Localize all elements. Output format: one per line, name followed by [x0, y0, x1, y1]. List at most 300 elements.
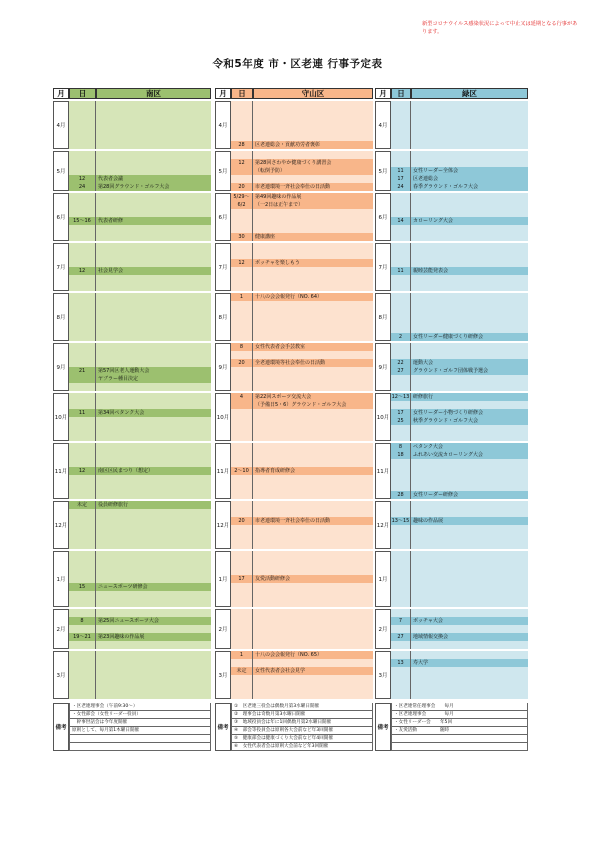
page-title: 令和5年度 市・区老連 行事予定表 — [212, 58, 383, 70]
event-row — [391, 641, 528, 649]
event-name — [411, 501, 528, 509]
event-name: 女性リーダー研修会 — [411, 491, 528, 499]
event-row — [231, 141, 373, 149]
event-name — [253, 475, 373, 483]
event-day: 11 — [391, 267, 411, 275]
event-row — [69, 367, 211, 375]
note-row — [231, 711, 373, 719]
month-cell — [375, 343, 391, 391]
event-day — [231, 351, 253, 359]
event-row — [391, 325, 528, 333]
event-row — [231, 451, 373, 459]
event-day — [69, 599, 96, 607]
event-row — [231, 501, 373, 509]
event-row — [69, 325, 211, 333]
event-row — [391, 659, 528, 667]
event-name — [96, 541, 211, 549]
event-row — [69, 683, 211, 691]
event-day — [231, 609, 253, 617]
month-label: 4月 — [56, 123, 66, 129]
event-day — [391, 151, 411, 159]
event-day — [391, 109, 411, 117]
event-name: 全老連環境等社会奉仕の日活動 — [253, 359, 373, 367]
event-day — [69, 641, 96, 649]
event-day: 18 — [391, 451, 411, 459]
event-day — [391, 309, 411, 317]
event-day — [231, 167, 253, 175]
event-name — [411, 599, 528, 607]
event-day — [69, 101, 96, 109]
event-name: 役員研修旅行 — [96, 501, 211, 509]
event-name — [96, 691, 211, 699]
event-row — [391, 625, 528, 633]
event-row — [391, 183, 528, 191]
event-day — [231, 225, 253, 233]
month-cell — [375, 443, 391, 499]
event-name: （転倒予防） — [253, 167, 373, 175]
event-row — [391, 267, 528, 275]
event-row — [69, 401, 211, 409]
event-name — [411, 325, 528, 333]
event-name — [411, 259, 528, 267]
note-row — [391, 735, 528, 743]
event-day — [391, 667, 411, 675]
event-row — [391, 393, 528, 401]
event-row — [391, 591, 528, 599]
event-day: 5/29～ — [231, 193, 253, 201]
event-row — [231, 125, 373, 133]
event-day — [231, 675, 253, 683]
event-row — [69, 641, 211, 649]
month-label: 6月 — [218, 215, 228, 221]
event-day: 4 — [231, 393, 253, 401]
event-day — [69, 133, 96, 141]
event-name — [253, 451, 373, 459]
event-row — [69, 301, 211, 309]
event-row — [69, 133, 211, 141]
event-name — [411, 159, 528, 167]
event-row — [231, 383, 373, 391]
event-row — [391, 225, 528, 233]
event-name — [96, 351, 211, 359]
event-day — [391, 683, 411, 691]
month-label: 1月 — [378, 577, 388, 583]
event-day — [231, 133, 253, 141]
event-day — [391, 475, 411, 483]
note-row — [231, 727, 373, 735]
month-cell — [215, 609, 231, 649]
event-name — [411, 101, 528, 109]
event-name — [411, 251, 528, 259]
event-row — [231, 575, 373, 583]
event-name — [411, 425, 528, 433]
event-name — [253, 225, 373, 233]
month-label: 5月 — [56, 169, 66, 175]
event-name — [96, 609, 211, 617]
note-text: ④ 部会等役員会は原則各大会前など年3回開催 — [234, 728, 333, 733]
event-day — [69, 541, 96, 549]
event-row — [231, 301, 373, 309]
event-day — [69, 233, 96, 241]
month-label: 7月 — [378, 265, 388, 271]
event-row — [231, 409, 373, 417]
event-day — [391, 641, 411, 649]
event-day — [69, 625, 96, 633]
event-row — [391, 101, 528, 109]
event-day — [391, 141, 411, 149]
event-row — [69, 109, 211, 117]
event-row — [69, 599, 211, 607]
event-name: 女性代表者会社会見学 — [253, 667, 373, 675]
event-row — [231, 417, 373, 425]
event-day: 30 — [231, 233, 253, 241]
month-label: 5月 — [378, 169, 388, 175]
note-row — [391, 711, 528, 719]
event-name — [411, 193, 528, 201]
event-row — [391, 193, 528, 201]
event-name — [96, 599, 211, 607]
event-row — [391, 575, 528, 583]
month-cell — [53, 609, 69, 649]
event-day — [69, 417, 96, 425]
event-day — [69, 383, 96, 391]
event-day — [69, 117, 96, 125]
month-cell — [375, 551, 391, 607]
event-name: 研修旅行 — [411, 393, 528, 401]
event-day: 8 — [391, 443, 411, 451]
event-day — [69, 451, 96, 459]
event-name — [253, 109, 373, 117]
event-name — [253, 509, 373, 517]
event-name — [411, 691, 528, 699]
event-name — [96, 667, 211, 675]
event-row — [391, 541, 528, 549]
event-row — [69, 309, 211, 317]
month-cell — [53, 343, 69, 391]
event-name: 十八の会会報発行（NO. 65） — [253, 651, 373, 659]
event-day — [231, 625, 253, 633]
event-name: 第28回グラウンド・ゴルフ大会 — [96, 183, 211, 191]
event-name — [253, 117, 373, 125]
event-day — [231, 501, 253, 509]
event-row — [231, 267, 373, 275]
event-row — [231, 193, 373, 201]
event-name — [96, 591, 211, 599]
event-name — [411, 667, 528, 675]
event-name: 運動大会 — [411, 359, 528, 367]
event-name — [411, 401, 528, 409]
event-row — [69, 183, 211, 191]
event-name: 秋季グラウンド・ゴルフ大会 — [411, 417, 528, 425]
event-row — [391, 533, 528, 541]
event-day — [69, 491, 96, 499]
event-name: （一2日は正午まで） — [253, 201, 373, 209]
event-name — [96, 551, 211, 559]
month-cell — [53, 393, 69, 441]
event-name — [253, 483, 373, 491]
event-name — [96, 525, 211, 533]
event-day — [69, 317, 96, 325]
event-day — [391, 575, 411, 583]
event-name — [253, 317, 373, 325]
event-row — [391, 359, 528, 367]
event-day — [231, 483, 253, 491]
event-day — [391, 159, 411, 167]
event-name — [253, 375, 373, 383]
event-name — [411, 351, 528, 359]
event-day — [231, 301, 253, 309]
month-cell — [53, 551, 69, 607]
event-row — [69, 251, 211, 259]
event-row — [231, 525, 373, 533]
event-row — [231, 217, 373, 225]
event-day — [69, 343, 96, 351]
event-row — [231, 533, 373, 541]
note-text: ③ 地域役員会は年に1回偶数月第2水曜日開催 — [234, 720, 332, 725]
month-label: 2月 — [56, 627, 66, 633]
event-name: 南区区民まつり（想定） — [96, 467, 211, 475]
event-name — [253, 659, 373, 667]
event-name — [411, 583, 528, 591]
event-day — [391, 209, 411, 217]
event-name — [411, 509, 528, 517]
event-row — [231, 541, 373, 549]
event-day — [391, 317, 411, 325]
event-row — [231, 609, 373, 617]
event-row — [231, 683, 373, 691]
event-name — [411, 475, 528, 483]
month-label: 10月 — [216, 415, 230, 421]
event-day — [231, 117, 253, 125]
event-day — [69, 333, 96, 341]
month-label: 6月 — [56, 215, 66, 221]
event-name: （予備日5・6）グラウンド・ゴルフ大会 — [253, 401, 373, 409]
month-cell — [215, 293, 231, 341]
event-day: 27 — [391, 367, 411, 375]
event-row — [391, 351, 528, 359]
event-row — [231, 551, 373, 559]
event-row — [391, 433, 528, 441]
event-name: カローリング大会 — [411, 217, 528, 225]
event-row — [391, 401, 528, 409]
event-day — [231, 209, 253, 217]
event-row — [391, 293, 528, 301]
event-day — [69, 575, 96, 583]
bikou-label — [375, 703, 391, 751]
event-name — [411, 525, 528, 533]
event-day — [391, 201, 411, 209]
month-label: 8月 — [378, 315, 388, 321]
event-name — [96, 425, 211, 433]
month-label: 4月 — [378, 123, 388, 129]
event-row — [391, 651, 528, 659]
event-row — [69, 393, 211, 401]
month-cell — [215, 651, 231, 699]
event-day — [391, 651, 411, 659]
event-day — [69, 509, 96, 517]
month-label: 12月 — [54, 523, 68, 529]
event-day — [391, 225, 411, 233]
month-cell — [375, 293, 391, 341]
event-row — [69, 259, 211, 267]
event-day — [69, 141, 96, 149]
event-row — [69, 167, 211, 175]
event-name — [253, 351, 373, 359]
event-day — [391, 591, 411, 599]
event-day — [231, 617, 253, 625]
event-name — [411, 141, 528, 149]
note-text: ・友愛活動 随時 — [394, 728, 450, 733]
month-cell — [215, 151, 231, 191]
event-name — [411, 151, 528, 159]
event-row — [391, 243, 528, 251]
event-day — [231, 641, 253, 649]
event-name — [411, 275, 528, 283]
month-header: 月 — [53, 88, 69, 99]
event-row — [231, 351, 373, 359]
event-day: 25 — [391, 417, 411, 425]
event-name: 地域情報交換会 — [411, 633, 528, 641]
event-name — [411, 317, 528, 325]
event-name: グラウンド・ゴルフ団体戦予選会 — [411, 367, 528, 375]
event-name — [96, 451, 211, 459]
event-name — [411, 293, 528, 301]
event-row — [69, 317, 211, 325]
event-day — [391, 375, 411, 383]
event-row — [231, 567, 373, 575]
event-day: 8 — [231, 343, 253, 351]
midori-header: 緑区 — [411, 88, 528, 99]
event-row — [69, 551, 211, 559]
month-label: 11月 — [216, 469, 230, 475]
event-day — [391, 351, 411, 359]
event-name — [411, 117, 528, 125]
event-name — [253, 283, 373, 291]
month-label: 10月 — [54, 415, 68, 421]
event-name: 趣味の作品展 — [411, 517, 528, 525]
event-name — [411, 651, 528, 659]
event-row — [231, 283, 373, 291]
event-row — [69, 567, 211, 575]
event-day: 1 — [231, 651, 253, 659]
event-day: 17 — [391, 175, 411, 183]
month-cell — [375, 651, 391, 699]
event-row — [231, 475, 373, 483]
event-day — [231, 383, 253, 391]
event-day — [231, 243, 253, 251]
event-row — [391, 251, 528, 259]
event-day — [69, 475, 96, 483]
event-name — [253, 591, 373, 599]
month-label: 7月 — [56, 265, 66, 271]
event-day: 28 — [391, 491, 411, 499]
event-row — [391, 559, 528, 567]
event-row — [391, 233, 528, 241]
event-name — [253, 501, 373, 509]
event-name — [96, 417, 211, 425]
event-row — [391, 667, 528, 675]
event-row — [69, 359, 211, 367]
event-row — [391, 275, 528, 283]
event-name — [96, 625, 211, 633]
event-name — [253, 675, 373, 683]
event-row — [231, 317, 373, 325]
event-row — [231, 559, 373, 567]
event-day: 2～10 — [231, 467, 253, 475]
event-name: 春季グラウンド・ゴルフ大会 — [411, 183, 528, 191]
event-name — [411, 551, 528, 559]
event-name: 第57回区老人運動大会 — [96, 367, 211, 375]
event-day — [391, 251, 411, 259]
event-name — [96, 651, 211, 659]
month-cell — [375, 501, 391, 549]
month-label: 9月 — [218, 365, 228, 371]
event-row — [231, 293, 373, 301]
note-text: ・区老連常任理事会 毎月 — [394, 704, 454, 709]
event-name: 寿大学 — [411, 659, 528, 667]
event-day — [69, 193, 96, 201]
event-row — [69, 175, 211, 183]
event-row — [391, 125, 528, 133]
event-day — [231, 409, 253, 417]
event-row — [231, 359, 373, 367]
event-row — [69, 609, 211, 617]
event-name — [253, 151, 373, 159]
event-day: 12 — [231, 159, 253, 167]
event-day — [391, 401, 411, 409]
event-row — [231, 101, 373, 109]
event-day — [231, 367, 253, 375]
month-cell — [215, 501, 231, 549]
month-label: 6月 — [378, 215, 388, 221]
event-name — [96, 301, 211, 309]
note-text: ・区老連理事会 毎月 — [394, 712, 454, 717]
event-name — [96, 141, 211, 149]
event-day — [69, 675, 96, 683]
event-name — [96, 641, 211, 649]
event-name: 市老連環境一斉社会奉仕の日活動 — [253, 183, 373, 191]
month-cell — [375, 151, 391, 191]
event-row — [391, 451, 528, 459]
event-row — [391, 175, 528, 183]
event-name — [411, 343, 528, 351]
event-day: 20 — [231, 183, 253, 191]
event-day: 12 — [69, 467, 96, 475]
day-header: 日 — [69, 88, 96, 99]
event-name — [96, 125, 211, 133]
event-day — [391, 283, 411, 291]
month-header: 月 — [215, 88, 231, 99]
event-name — [411, 483, 528, 491]
event-row — [391, 491, 528, 499]
event-name — [253, 367, 373, 375]
event-name — [253, 125, 373, 133]
event-day — [391, 501, 411, 509]
event-name: 女性リーダー健康づくり研修会 — [411, 333, 528, 341]
event-name: 指導者育成研修会 — [253, 467, 373, 475]
event-name — [96, 251, 211, 259]
event-day — [69, 325, 96, 333]
event-day — [69, 309, 96, 317]
event-day — [69, 243, 96, 251]
event-name — [253, 309, 373, 317]
note-row — [69, 711, 211, 719]
event-name — [253, 583, 373, 591]
event-day — [391, 467, 411, 475]
event-row — [231, 233, 373, 241]
event-row — [69, 193, 211, 201]
event-row — [69, 451, 211, 459]
